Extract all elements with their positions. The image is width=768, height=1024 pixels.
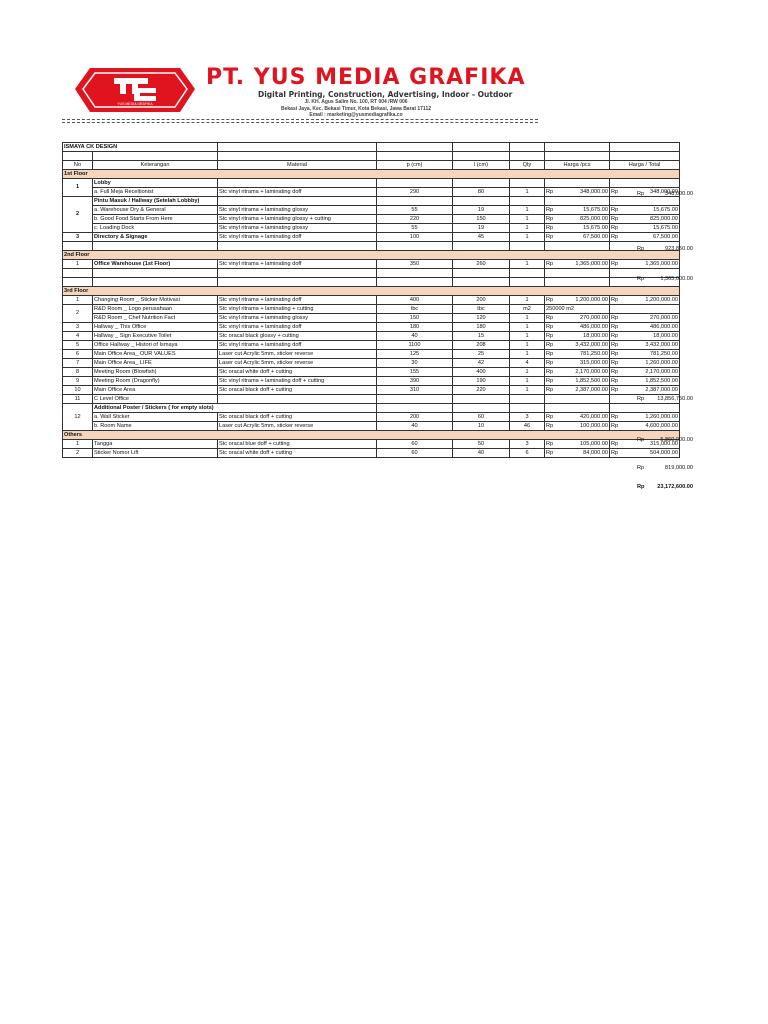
cell-l: 190 <box>453 377 510 386</box>
table-cell <box>377 278 453 287</box>
table-cell <box>545 278 610 287</box>
cell-mat: Stc vinyl ritrama + laminating glossy <box>218 206 377 215</box>
harga-total-cell: Rp 2,170,000.00 <box>611 368 678 375</box>
table-row <box>63 386 680 395</box>
cell-q: 3 <box>510 413 545 422</box>
cell-p: 125 <box>377 350 453 359</box>
cell-l: 180 <box>453 323 510 332</box>
table-cell <box>510 152 545 161</box>
cell-l: 15 <box>453 332 510 341</box>
table-row <box>63 206 680 215</box>
table-row <box>63 413 680 422</box>
table-row <box>63 350 680 359</box>
table-row <box>63 323 680 332</box>
harga-pcs-cell: Rp 15,675.00 <box>546 206 608 213</box>
table-cell <box>510 179 545 188</box>
cell-q: 1 <box>510 224 545 233</box>
cell-mat: Stc oracal white doff + cutting <box>218 368 377 377</box>
table-row <box>63 260 680 269</box>
table-cell <box>218 143 377 152</box>
cell-l: 120 <box>453 314 510 323</box>
table-row <box>63 314 680 323</box>
cell-l: 25 <box>453 350 510 359</box>
cell-mat: Stc vinyl ritrama + laminating doff <box>218 296 377 305</box>
cell-no: 3 <box>63 233 93 242</box>
harga-pcs-cell: Rp 1,200,000.00 <box>546 296 608 303</box>
table-cell <box>610 404 680 413</box>
cell-ket: b. Room Name <box>93 422 218 431</box>
harga-total-cell: Rp 348,000.00 <box>611 188 678 195</box>
col-keterangan: Keterangan <box>93 161 218 170</box>
table-cell <box>545 404 610 413</box>
col-l: l (cm) <box>453 161 510 170</box>
cell-l <box>453 395 510 404</box>
table-cell <box>510 143 545 152</box>
table-cell <box>93 242 218 251</box>
cell-no: 9 <box>63 377 93 386</box>
table-cell <box>377 269 453 278</box>
cell-p: 290 <box>377 188 453 197</box>
cell-q: 1 <box>510 314 545 323</box>
table-cell <box>610 152 680 161</box>
cell-mat: Stc vinyl ritrama + laminating doff <box>218 341 377 350</box>
harga-total-cell: Rp 781,250.00 <box>611 350 678 357</box>
table-cell <box>377 152 453 161</box>
cell-l: 40 <box>453 449 510 458</box>
cell-p: 40 <box>377 332 453 341</box>
cell-p: 180 <box>377 323 453 332</box>
table-cell <box>63 242 93 251</box>
cell-l: 42 <box>453 359 510 368</box>
cell-q <box>510 395 545 404</box>
column-header-row <box>63 161 680 170</box>
section-floor-1 <box>63 170 680 179</box>
cell-no: 1 <box>63 296 93 305</box>
cell-mat: Stc oracal black glossy + cutting <box>218 332 377 341</box>
table-cell <box>218 152 377 161</box>
table-cell: 1st Floor <box>63 170 680 179</box>
table-cell <box>453 197 510 206</box>
cell-p: 1100 <box>377 341 453 350</box>
table-cell <box>610 179 680 188</box>
cell-q: 1 <box>510 350 545 359</box>
table-cell: Lobby <box>93 179 218 188</box>
harga-total-cell: Rp 15,675.00 <box>611 206 678 213</box>
cell-q: 1 <box>510 332 545 341</box>
table-cell <box>218 269 377 278</box>
table-cell: 1 <box>63 179 93 197</box>
cell-l: 220 <box>453 386 510 395</box>
table-row <box>63 215 680 224</box>
table-cell <box>510 278 545 287</box>
cell-l: 19 <box>453 224 510 233</box>
cell-mat: Laser cut Acrylic 5mm, sticker reverse <box>218 422 377 431</box>
table-cell <box>218 179 377 188</box>
table-cell <box>93 269 218 278</box>
cell-ket: b. Good Food Starts From Here <box>93 215 218 224</box>
table-cell <box>510 197 545 206</box>
project-title-row <box>63 143 680 152</box>
company-email: Email : marketing@yusmediagrafika.co <box>309 112 403 118</box>
cell-p: 200 <box>377 413 453 422</box>
cell-mat: Stc oracal white doff + cutting <box>218 449 377 458</box>
table-row <box>63 422 680 431</box>
table-cell <box>218 197 377 206</box>
cell-ket: Changing Room _ Sticker Motivasi <box>93 296 218 305</box>
table-cell <box>93 152 218 161</box>
table-cell <box>377 242 453 251</box>
table-row <box>63 440 680 449</box>
harga-pcs-cell: Rp 15,675.00 <box>546 224 608 231</box>
cell-p: 400 <box>377 296 453 305</box>
harga-pcs-cell: Rp 100,000.00 <box>546 422 608 429</box>
col-no: No <box>63 161 93 170</box>
harga-pcs-cell: Rp 67,500.00 <box>546 233 608 240</box>
harga-pcs-cell: Rp 84,000.00 <box>546 449 608 456</box>
company-logo <box>74 66 196 114</box>
cell-mat: Stc vinyl ritrama + laminating doff <box>218 188 377 197</box>
table-row <box>63 233 680 242</box>
table-row <box>63 377 680 386</box>
cell-no: 10 <box>63 386 93 395</box>
cell-q: 1 <box>510 368 545 377</box>
cell-ket: Meeting Room (Blowfish) <box>93 368 218 377</box>
company-name: PT. YUS MEDIA GRAFIKA <box>206 65 526 90</box>
table-cell <box>377 197 453 206</box>
cell-l: 10 <box>453 422 510 431</box>
cell-mat: Stc oracal blue doff + cutting <box>218 440 377 449</box>
table-cell: 2nd Floor <box>63 251 680 260</box>
cell-p: 310 <box>377 386 453 395</box>
logo-text: YUS MEDIA GRAFIKA <box>117 102 153 106</box>
col-harga-pcs: Harga /pcs <box>545 161 610 170</box>
harga-pcs-cell: Rp 315,000.00 <box>546 359 608 366</box>
cell-ket: R&D Room _ Chef Nutrition Fact <box>93 314 218 323</box>
table-row <box>63 188 680 197</box>
cell-l: 80 <box>453 188 510 197</box>
harga-pcs-cell: Rp 2,387,000.00 <box>546 386 608 393</box>
table-row <box>63 332 680 341</box>
cell-ket: Office Warehouse (1st Floor) <box>93 260 218 269</box>
col-p: p (cm) <box>377 161 453 170</box>
harga-pcs-cell: Rp 486,000.00 <box>546 323 608 330</box>
table-cell <box>453 179 510 188</box>
cell-mat: Laser cut Acrylic 5mm, sticker reverse <box>218 359 377 368</box>
cell-ket: Tangga <box>93 440 218 449</box>
cell-no: 3 <box>63 323 93 332</box>
table-cell <box>510 404 545 413</box>
cell-p: 60 <box>377 449 453 458</box>
col-material: Material <box>218 161 377 170</box>
table-cell <box>453 269 510 278</box>
harga-total-cell: Rp 3,432,000.00 <box>611 341 678 348</box>
company-address-1: Jl. KH. Agus Salim No. 100, RT 004 /RW 006 <box>304 99 408 105</box>
table-row <box>63 197 680 206</box>
harga-pcs-cell: Rp 348,000.00 <box>546 188 608 195</box>
table-row <box>63 305 680 314</box>
harga-pcs-cell: Rp 825,000.00 <box>546 215 608 222</box>
table-cell <box>63 269 93 278</box>
cell-no: 8 <box>63 368 93 377</box>
cell-mat: Stc oracal black doff + cutting <box>218 413 377 422</box>
table-row <box>63 224 680 233</box>
table-cell <box>63 152 93 161</box>
table-cell <box>545 143 610 152</box>
table-cell <box>545 269 610 278</box>
cell-ket: Main Office Area_ OUR VALUES <box>93 350 218 359</box>
cell-mat: Stc vinyl ritrama + laminating + cutting <box>218 305 377 314</box>
cell-p: tbc <box>377 305 453 314</box>
table-cell <box>93 278 218 287</box>
harga-pcs-cell: Rp 105,000.00 <box>546 440 608 447</box>
section-floor-3 <box>63 287 680 296</box>
cell-ket: Hallway _ This Office <box>93 323 218 332</box>
cell-ket: Main Office Area_ LIFE <box>93 359 218 368</box>
cell-mat: Stc vinyl ritrama + laminating glossy + cutting <box>218 215 377 224</box>
table-cell: 12 <box>63 404 93 431</box>
cell-p <box>377 395 453 404</box>
table-cell <box>453 404 510 413</box>
company-address-2: Bekasi Jaya, Kec. Bekasi Timur, Kota Bekasi, Jawa Barat 17112 <box>281 105 431 112</box>
table-row <box>63 368 680 377</box>
harga-total-cell: Rp 825,000.00 <box>611 215 678 222</box>
cell-mat: Stc oracal black doff + cutting <box>218 386 377 395</box>
cell-ket: R&D Room _ Logo perusahaan <box>93 305 218 314</box>
table-cell: Additional Poster / Stickers ( for empty slots) <box>93 404 377 413</box>
table-cell <box>63 278 93 287</box>
harga-total-cell: Rp 15,675.00 <box>611 224 678 231</box>
table-cell <box>545 395 610 404</box>
harga-total-cell: Rp 1,365,000.00 <box>611 260 678 267</box>
cell-mat: Stc vinyl ritrama + laminating glossy <box>218 314 377 323</box>
cell-ket: a. Wall Sticker <box>93 413 218 422</box>
cell-no: 5 <box>63 341 93 350</box>
cell-no: 2 <box>63 449 93 458</box>
cell-mat: Stc vinyl ritrama + laminating doff + cutting <box>218 377 377 386</box>
table-cell <box>545 179 610 188</box>
table-cell <box>610 197 680 206</box>
cell-q: 3 <box>510 440 545 449</box>
table-row <box>63 296 680 305</box>
harga-total-cell: Rp 504,000.00 <box>611 449 678 456</box>
cell-q: 1 <box>510 377 545 386</box>
cell-l: 208 <box>453 341 510 350</box>
harga-total-cell: Rp 1,260,000.00 <box>611 359 678 366</box>
table-cell: 2 <box>63 305 93 323</box>
table-cell <box>453 242 510 251</box>
cell-q: 46 <box>510 422 545 431</box>
harga-total-cell: Rp 2,387,000.00 <box>611 386 678 393</box>
cell-p: 390 <box>377 377 453 386</box>
company-tagline: Digital Printing, Construction, Advertising, Indoor - Outdoor <box>258 90 513 99</box>
cell-mat <box>218 395 377 404</box>
col-qty: Qty <box>510 161 545 170</box>
cell-ket: Directory & Signage <box>93 233 218 242</box>
cell-q: 1 <box>510 206 545 215</box>
table-cell: 3rd Floor <box>63 287 680 296</box>
cell-q: 1 <box>510 386 545 395</box>
table-cell <box>218 242 377 251</box>
table-cell <box>377 179 453 188</box>
harga-pcs-cell: Rp 420,000.00 <box>546 413 608 420</box>
cell-q: 1 <box>510 215 545 224</box>
cell-p: 150 <box>377 314 453 323</box>
section-others <box>63 431 680 440</box>
cell-no: 1 <box>63 440 93 449</box>
cell-q: 1 <box>510 188 545 197</box>
cell-mat: Stc vinyl ritrama + laminating doff <box>218 233 377 242</box>
header-divider <box>62 119 538 123</box>
cell-ket: c. Loading Dock <box>93 224 218 233</box>
section-floor-2 <box>63 251 680 260</box>
table-cell <box>453 278 510 287</box>
cell-p: 30 <box>377 359 453 368</box>
cell-q: 1 <box>510 323 545 332</box>
harga-pcs-cell: Rp 2,170,000.00 <box>546 368 608 375</box>
cell-mat: Laser cut Acrylic 5mm, sticker reverse <box>218 350 377 359</box>
letterhead <box>74 66 544 126</box>
cell-q: 1 <box>510 233 545 242</box>
cell-ket: Main Office Area <box>93 386 218 395</box>
table-cell <box>510 269 545 278</box>
cell-p: 60 <box>377 440 453 449</box>
cell-q: 6 <box>510 449 545 458</box>
table-cell: Others <box>63 431 680 440</box>
harga-total-cell: Rp 18,000.00 <box>611 332 678 339</box>
table-row <box>63 359 680 368</box>
cell-q: 1 <box>510 341 545 350</box>
cell-q: m2 <box>510 305 545 314</box>
cell-no: 11 <box>63 395 93 404</box>
table-cell: 2 <box>63 197 93 233</box>
table-row <box>63 341 680 350</box>
cell-no: 7 <box>63 359 93 368</box>
cell-q: 4 <box>510 359 545 368</box>
cell-q: 1 <box>510 296 545 305</box>
table-row <box>63 395 680 404</box>
table-cell <box>453 152 510 161</box>
cell-no: 4 <box>63 332 93 341</box>
table-cell <box>510 242 545 251</box>
cell-no: 6 <box>63 350 93 359</box>
table-cell <box>377 143 453 152</box>
cell-l: 60 <box>453 413 510 422</box>
harga-pcs-cell: Rp 1,365,000.00 <box>546 260 608 267</box>
table-cell <box>545 152 610 161</box>
cell-p: 55 <box>377 206 453 215</box>
quotation-table <box>62 142 680 458</box>
cell-ket: Hallway _ Sign Executive Toilet <box>93 332 218 341</box>
cell-l: 400 <box>453 368 510 377</box>
cell-ket: Office Hallway _ Histori of Ismaya <box>93 341 218 350</box>
cell-p: 55 <box>377 224 453 233</box>
table-cell <box>610 305 680 314</box>
cell-p: 100 <box>377 233 453 242</box>
table-cell <box>545 242 610 251</box>
harga-total-cell: Rp 4,600,000.00 <box>611 422 678 429</box>
harga-pcs-cell: Rp 1,852,500.00 <box>546 377 608 384</box>
cell-l: 200 <box>453 296 510 305</box>
cell-l: 19 <box>453 206 510 215</box>
cell-mat: Stc vinyl ritrama + laminating glossy <box>218 224 377 233</box>
cell-ket: Meeting Room (Dragonfly) <box>93 377 218 386</box>
table-row <box>63 179 680 188</box>
cell-l: 260 <box>453 260 510 269</box>
cell-ket: C Level Office <box>93 395 218 404</box>
harga-total-cell: Rp 67,500.00 <box>611 233 678 240</box>
harga-pcs-cell: Rp 270,000.00 <box>546 314 608 321</box>
cell-p: 350 <box>377 260 453 269</box>
cell-mat: Stc vinyl ritrama + laminating doff <box>218 260 377 269</box>
harga-total-cell: Rp 1,200,000.00 <box>611 296 678 303</box>
col-harga-total: Harga / Total <box>610 161 680 170</box>
harga-pcs-cell: Rp 18,000.00 <box>546 332 608 339</box>
project-title: ISMAYA CK DESIGN <box>63 143 218 152</box>
table-row <box>63 404 680 413</box>
table-cell <box>453 143 510 152</box>
cell-p: 220 <box>377 215 453 224</box>
cell-mat: Stc vinyl ritrama + laminating doff <box>218 323 377 332</box>
cell-l: 50 <box>453 440 510 449</box>
table-cell <box>545 197 610 206</box>
cell-p: 155 <box>377 368 453 377</box>
cell-p: 40 <box>377 422 453 431</box>
table-cell <box>218 278 377 287</box>
cell-ket: a. Full Meja Receltionist <box>93 188 218 197</box>
table-row <box>63 449 680 458</box>
harga-pcs-cell: Rp 3,432,000.00 <box>546 341 608 348</box>
harga-pcs-text: 250000 m2 <box>545 305 610 314</box>
cell-l: tbc <box>453 305 510 314</box>
harga-total-cell: Rp 486,000.00 <box>611 323 678 330</box>
table-cell <box>377 404 453 413</box>
cell-q: 1 <box>510 260 545 269</box>
table-cell <box>610 143 680 152</box>
harga-total-cell: Rp 1,852,500.00 <box>611 377 678 384</box>
table-cell: Pintu Masuk / Hallway (Setelah Lobbby) <box>93 197 218 206</box>
harga-total-cell: Rp 270,000.00 <box>611 314 678 321</box>
harga-total-cell: Rp 1,260,000.00 <box>611 413 678 420</box>
cell-no: 1 <box>63 260 93 269</box>
harga-pcs-cell: Rp 781,250.00 <box>546 350 608 357</box>
cell-l: 45 <box>453 233 510 242</box>
cell-l: 150 <box>453 215 510 224</box>
harga-total-cell: Rp 315,000.00 <box>611 440 678 447</box>
cell-ket: a. Warehouse Dry & General <box>93 206 218 215</box>
cell-ket: Sticker Nomor Lift <box>93 449 218 458</box>
